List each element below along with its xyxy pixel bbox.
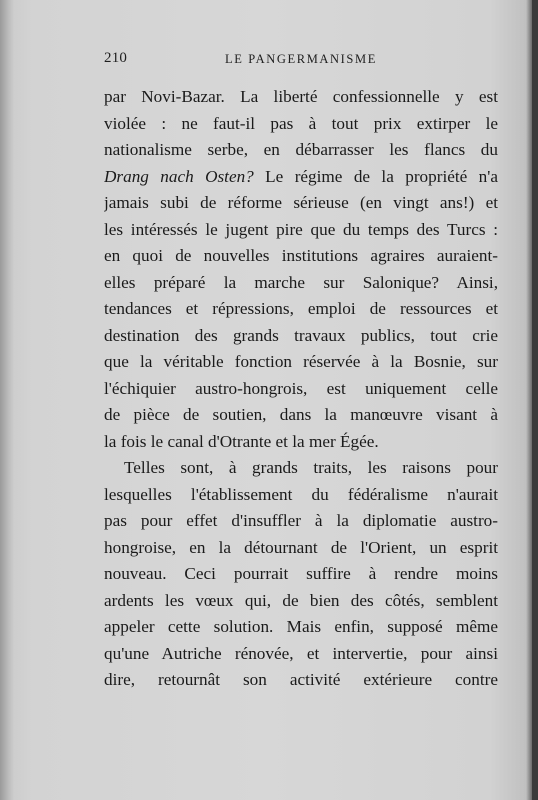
- text-line: dire, retournât son activité extérieure contre: [104, 670, 498, 689]
- text-line: ardents les vœux qui, de bien des côtés, semblent: [104, 590, 498, 610]
- text-line: les intéressés le jugent pire que du temps des Turcs :: [104, 219, 498, 239]
- text-line: en quoi de nouvelles institutions agraires auraient-: [104, 246, 498, 265]
- page-number: 210: [104, 50, 128, 66]
- page-edge-shadow: [526, 0, 532, 800]
- text-line: destination des grands travaux publics, tout crie: [104, 325, 498, 345]
- text-line: de pièce de soutien, dans la manœuvre visant à: [104, 405, 498, 424]
- text-line: lesquelles l'établissement du fédéralisme n'aurait: [104, 484, 498, 504]
- text-line: jamais subi de réforme sérieuse (en vingt ans!) et: [104, 193, 498, 212]
- text-line: nouveau. Ceci pourrait suffire à rendre moins: [104, 564, 498, 583]
- running-header: [104, 50, 498, 68]
- text-line: par Novi-Bazar. La liberté confessionnelle y est: [104, 87, 498, 106]
- text-line: l'échiquier austro-hongrois, est uniquement celle: [104, 378, 498, 398]
- paragraph-last-line: la fois le canal d'Otrante et la mer Égée.: [104, 431, 379, 451]
- running-title: LE PANGERMANISME: [225, 52, 377, 66]
- text-line: violée : ne faut-il pas à tout prix extirper le: [104, 113, 498, 133]
- italic-phrase: Drang nach Osten?: [104, 166, 254, 186]
- text-line: pas pour effet d'insuffler à la diplomatie austro-: [104, 511, 498, 530]
- paragraph-first-line: Telles sont, à grands traits, les raisons pour: [124, 458, 498, 477]
- text-line: hongroise, en la détournant de l'Orient, un esprit: [104, 537, 498, 557]
- text-line: tendances et répressions, emploi de ressources et: [104, 299, 498, 318]
- text-line: appeler cette solution. Mais enfin, supposé même: [104, 617, 498, 636]
- text-line: nationalisme serbe, en débarrasser les flancs du: [104, 140, 498, 159]
- body-text: [104, 84, 498, 694]
- text-line: [104, 164, 498, 191]
- text-line: elles préparé la marche sur Salonique? Ainsi,: [104, 272, 498, 292]
- text-line: qu'une Autriche rénovée, et intervertie, pour ainsi: [104, 643, 498, 663]
- page-gutter-shadow: [0, 0, 14, 800]
- line-remainder: Le régime de la propriété n'a: [253, 166, 498, 186]
- text-line: que la véritable fonction réservée à la Bosnie, sur: [104, 352, 498, 371]
